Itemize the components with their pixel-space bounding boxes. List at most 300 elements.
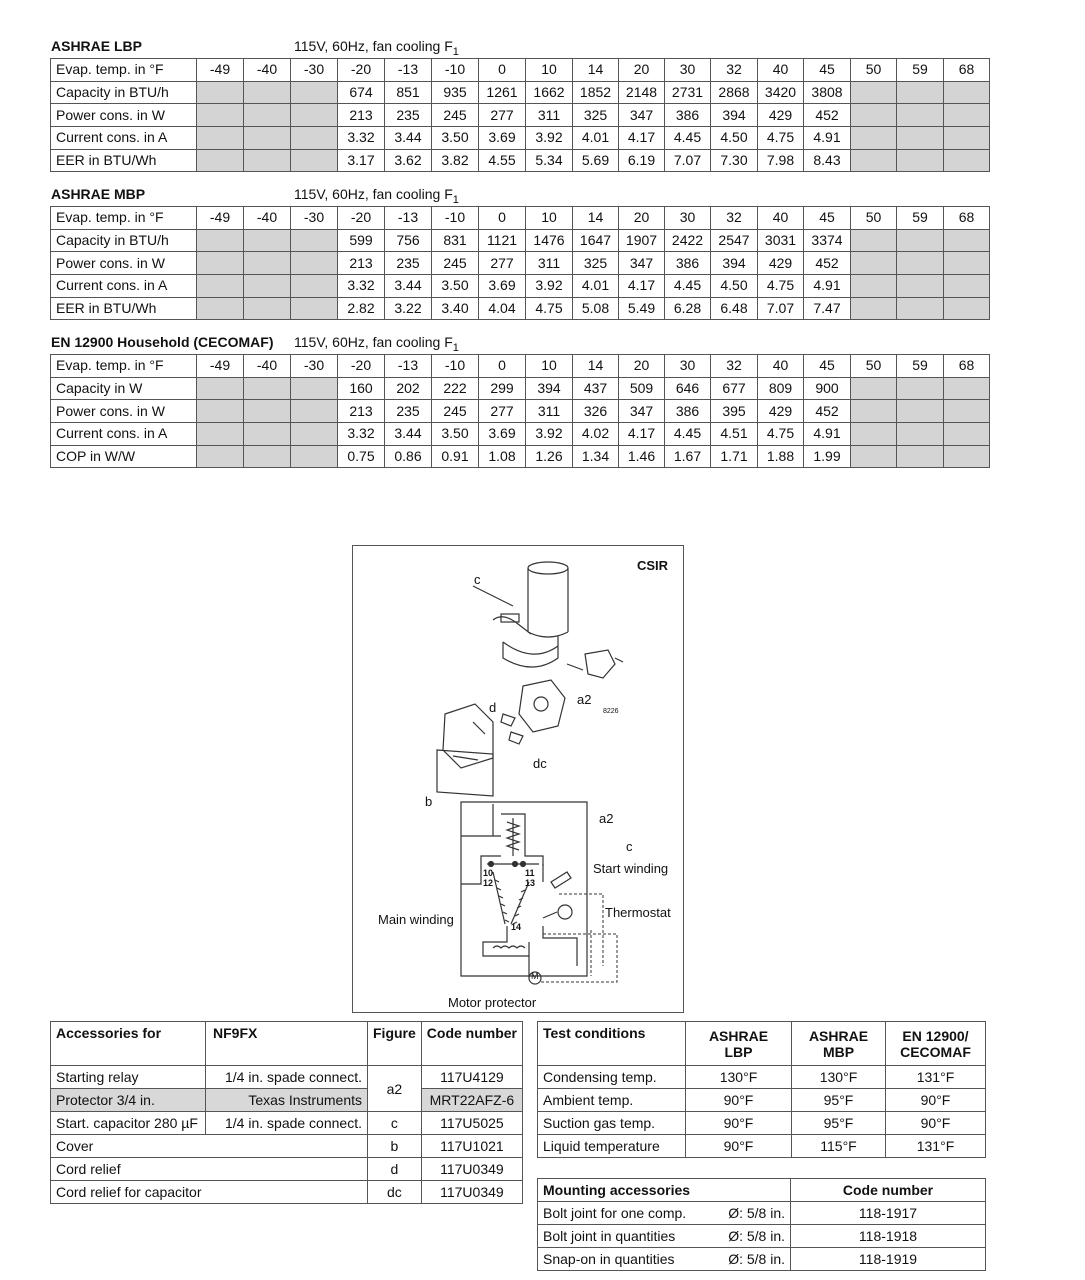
temp-header-cell: 0	[479, 59, 526, 82]
temp-header-cell: -20	[338, 59, 385, 82]
value-cell: 4.45	[665, 127, 711, 150]
empty-cell	[244, 400, 291, 423]
empty-cell	[944, 81, 990, 104]
row-label: Power cons. in W	[51, 104, 197, 127]
empty-cell	[851, 127, 897, 150]
value-cell: 277	[479, 104, 526, 127]
row-label: COP in W/W	[51, 445, 197, 468]
value-cell: 386	[665, 104, 711, 127]
value-cell: 4.17	[619, 275, 665, 298]
value-cell: 245	[432, 252, 479, 275]
value-cell: 277	[479, 252, 526, 275]
empty-cell	[897, 149, 944, 172]
value-cell: 4.91	[804, 127, 851, 150]
temp-header-cell: -13	[385, 355, 432, 378]
temp-header-cell: 0	[479, 207, 526, 230]
empty-cell	[291, 297, 338, 320]
value-cell: 4.55	[479, 149, 526, 172]
temp-header-cell: 45	[804, 59, 851, 82]
value-cell: 7.98	[758, 149, 804, 172]
test-row-0-lbp: 130°F	[686, 1066, 792, 1089]
value-cell: 5.69	[573, 149, 619, 172]
value-cell: 4.50	[711, 127, 758, 150]
acc-row-2-name: Start. capacitor 280 µF	[51, 1112, 206, 1135]
row-label: Current cons. in A	[51, 127, 197, 150]
value-cell: 1.99	[804, 445, 851, 468]
temp-header-cell: 14	[573, 59, 619, 82]
value-cell: 347	[619, 252, 665, 275]
empty-cell	[291, 127, 338, 150]
value-cell: 5.49	[619, 297, 665, 320]
temp-header-cell: 20	[619, 355, 665, 378]
value-cell: 809	[758, 377, 804, 400]
empty-cell	[244, 275, 291, 298]
test-row-0-label: Condensing temp.	[538, 1066, 686, 1089]
empty-cell	[851, 252, 897, 275]
temp-header-cell: 45	[804, 207, 851, 230]
section-title: EN 12900 Household (CECOMAF)	[51, 334, 274, 350]
value-cell: 3.92	[526, 275, 573, 298]
performance-table	[50, 206, 990, 320]
value-cell: 1.88	[758, 445, 804, 468]
acc-row-1-name: Protector 3/4 in.	[51, 1089, 206, 1112]
value-cell: 3.44	[385, 423, 432, 446]
terminal-14: 14	[511, 922, 522, 932]
value-cell: 3808	[804, 81, 851, 104]
value-cell: 0.86	[385, 445, 432, 468]
acc-row-5-code: 117U0349	[421, 1181, 522, 1204]
row-label: Current cons. in A	[51, 275, 197, 298]
mount-header-label: Mounting accessories	[538, 1179, 791, 1202]
motor-protector-label: Motor protector	[448, 995, 537, 1010]
value-cell: 4.91	[804, 423, 851, 446]
empty-cell	[851, 275, 897, 298]
main-winding-label: Main winding	[378, 912, 454, 927]
empty-cell	[244, 297, 291, 320]
temp-header-cell: -10	[432, 59, 479, 82]
empty-cell	[244, 104, 291, 127]
test-row-3-en: 131°F	[886, 1135, 986, 1158]
empty-cell	[944, 229, 990, 252]
value-cell: 3420	[758, 81, 804, 104]
empty-cell	[897, 275, 944, 298]
acc-row-1-code: MRT22AFZ-6	[421, 1089, 522, 1112]
value-cell: 213	[338, 400, 385, 423]
csir-label: CSIR	[637, 558, 669, 573]
wiring-diagram	[352, 545, 684, 1013]
empty-cell	[197, 275, 244, 298]
value-cell: 3.32	[338, 127, 385, 150]
acc-row-2-code: 117U5025	[421, 1112, 522, 1135]
test-row-0-mbp: 130°F	[792, 1066, 886, 1089]
empty-cell	[291, 252, 338, 275]
value-cell: 235	[385, 252, 432, 275]
empty-cell	[897, 377, 944, 400]
value-cell: 326	[573, 400, 619, 423]
empty-cell	[897, 81, 944, 104]
empty-cell	[897, 423, 944, 446]
value-cell: 4.17	[619, 127, 665, 150]
test-header-mbp: ASHRAE MBP	[792, 1022, 886, 1066]
value-cell: 325	[573, 104, 619, 127]
value-cell: 3.22	[385, 297, 432, 320]
value-cell: 3.50	[432, 423, 479, 446]
test-row-3-label: Liquid temperature	[538, 1135, 686, 1158]
value-cell: 3.32	[338, 275, 385, 298]
performance-table	[50, 58, 990, 172]
section-conditions: 115V, 60Hz, fan cooling $F_1$	[294, 38, 459, 58]
thermostat-label: Thermostat	[605, 905, 671, 920]
empty-cell	[944, 377, 990, 400]
empty-cell	[197, 377, 244, 400]
terminal-13: 13	[525, 878, 536, 888]
value-cell: 245	[432, 104, 479, 127]
value-cell: 429	[758, 104, 804, 127]
value-cell: 3.82	[432, 149, 479, 172]
value-cell: 3.92	[526, 423, 573, 446]
evap-temp-label: Evap. temp. in °F	[51, 59, 197, 82]
ref-number: 8226	[603, 708, 619, 715]
value-cell: 8.43	[804, 149, 851, 172]
empty-cell	[197, 149, 244, 172]
value-cell: 3.40	[432, 297, 479, 320]
value-cell: 0.75	[338, 445, 385, 468]
value-cell: 677	[711, 377, 758, 400]
value-cell: 756	[385, 229, 432, 252]
empty-cell	[897, 229, 944, 252]
row-label: Capacity in BTU/h	[51, 81, 197, 104]
temp-header-cell: 0	[479, 355, 526, 378]
empty-cell	[851, 81, 897, 104]
value-cell: 2731	[665, 81, 711, 104]
empty-cell	[244, 423, 291, 446]
start-winding-label: Start winding	[593, 861, 669, 876]
empty-cell	[244, 81, 291, 104]
empty-cell	[851, 229, 897, 252]
value-cell: 1476	[526, 229, 573, 252]
value-cell: 4.51	[711, 423, 758, 446]
acc-row-0-fig: a2	[368, 1066, 422, 1112]
value-cell: 6.28	[665, 297, 711, 320]
value-cell: 0.91	[432, 445, 479, 468]
value-cell: 4.02	[573, 423, 619, 446]
value-cell: 5.34	[526, 149, 573, 172]
value-cell: 1662	[526, 81, 573, 104]
mount-row-2-size: Ø: 5/8 in.	[715, 1248, 791, 1271]
value-cell: 3.69	[479, 127, 526, 150]
acc-header-for: Accessories for	[51, 1022, 206, 1066]
value-cell: 935	[432, 81, 479, 104]
temp-header-cell: 32	[711, 207, 758, 230]
test-row-3-mbp: 115°F	[792, 1135, 886, 1158]
empty-cell	[244, 252, 291, 275]
acc-row-4-fig: d	[368, 1158, 422, 1181]
temp-header-cell: -20	[338, 207, 385, 230]
empty-cell	[897, 252, 944, 275]
value-cell: 7.47	[804, 297, 851, 320]
value-cell: 394	[526, 377, 573, 400]
temp-header-cell: 68	[944, 59, 990, 82]
motor-m-label: M	[531, 971, 539, 981]
empty-cell	[851, 104, 897, 127]
empty-cell	[197, 297, 244, 320]
value-cell: 3.62	[385, 149, 432, 172]
test-header-label: Test conditions	[538, 1022, 686, 1066]
empty-cell	[291, 104, 338, 127]
empty-cell	[197, 423, 244, 446]
temp-header-cell: -49	[197, 355, 244, 378]
value-cell: 3.92	[526, 127, 573, 150]
value-cell: 7.07	[665, 149, 711, 172]
value-cell: 437	[573, 377, 619, 400]
empty-cell	[944, 127, 990, 150]
value-cell: 1852	[573, 81, 619, 104]
row-label: Capacity in W	[51, 377, 197, 400]
value-cell: 245	[432, 400, 479, 423]
temp-header-cell: -49	[197, 59, 244, 82]
temp-header-cell: -30	[291, 355, 338, 378]
value-cell: 851	[385, 81, 432, 104]
value-cell: 235	[385, 400, 432, 423]
test-row-0-en: 131°F	[886, 1066, 986, 1089]
value-cell: 3.69	[479, 423, 526, 446]
mount-row-0-label: Bolt joint for one comp.	[538, 1202, 715, 1225]
row-label: Capacity in BTU/h	[51, 229, 197, 252]
temp-header-cell: 59	[897, 355, 944, 378]
test-row-1-lbp: 90°F	[686, 1089, 792, 1112]
value-cell: 452	[804, 104, 851, 127]
value-cell: 4.75	[758, 127, 804, 150]
value-cell: 7.30	[711, 149, 758, 172]
value-cell: 347	[619, 400, 665, 423]
mount-row-0-size: Ø: 5/8 in.	[715, 1202, 791, 1225]
diagram-drawing	[353, 546, 685, 1014]
value-cell: 6.48	[711, 297, 758, 320]
mount-row-1-size: Ø: 5/8 in.	[715, 1225, 791, 1248]
empty-cell	[197, 400, 244, 423]
value-cell: 4.45	[665, 275, 711, 298]
value-cell: 4.01	[573, 127, 619, 150]
temp-header-cell: 40	[758, 207, 804, 230]
test-header-lbp: ASHRAE LBP	[686, 1022, 792, 1066]
section-conditions: 115V, 60Hz, fan cooling $F_1$	[294, 334, 459, 354]
value-cell: 2868	[711, 81, 758, 104]
acc-row-1-spec: Texas Instruments	[206, 1089, 368, 1112]
empty-cell	[944, 297, 990, 320]
test-row-1-mbp: 95°F	[792, 1089, 886, 1112]
value-cell: 394	[711, 252, 758, 275]
empty-cell	[897, 104, 944, 127]
temp-header-cell: 10	[526, 355, 573, 378]
c-label: c	[626, 839, 633, 854]
empty-cell	[944, 149, 990, 172]
empty-cell	[944, 400, 990, 423]
value-cell: 1121	[479, 229, 526, 252]
empty-cell	[244, 445, 291, 468]
acc-header-model: NF9FX	[206, 1022, 368, 1066]
empty-cell	[291, 445, 338, 468]
acc-row-0-name: Starting relay	[51, 1066, 206, 1089]
mount-row-2-label: Snap-on in quantities	[538, 1248, 715, 1271]
mount-header-code: Code number	[791, 1179, 986, 1202]
acc-row-3-code: 117U1021	[421, 1135, 522, 1158]
value-cell: 1647	[573, 229, 619, 252]
mount-row-1-label: Bolt joint in quantities	[538, 1225, 715, 1248]
empty-cell	[944, 275, 990, 298]
value-cell: 900	[804, 377, 851, 400]
temp-header-cell: 40	[758, 59, 804, 82]
dc-label: dc	[533, 756, 547, 771]
test-header-en: EN 12900/ CECOMAF	[886, 1022, 986, 1066]
empty-cell	[291, 81, 338, 104]
b-label: b	[425, 794, 433, 809]
value-cell: 1.08	[479, 445, 526, 468]
a2-top-label: a2	[577, 692, 592, 707]
value-cell: 235	[385, 104, 432, 127]
value-cell: 213	[338, 104, 385, 127]
section-title: ASHRAE LBP	[51, 38, 143, 54]
temp-header-cell: -30	[291, 207, 338, 230]
value-cell: 6.19	[619, 149, 665, 172]
empty-cell	[897, 297, 944, 320]
temp-header-cell: -10	[432, 355, 479, 378]
temp-header-cell: 59	[897, 59, 944, 82]
empty-cell	[944, 445, 990, 468]
empty-cell	[291, 400, 338, 423]
temp-header-cell: -40	[244, 59, 291, 82]
value-cell: 4.75	[758, 423, 804, 446]
value-cell: 222	[432, 377, 479, 400]
temp-header-cell: 32	[711, 355, 758, 378]
value-cell: 213	[338, 252, 385, 275]
value-cell: 509	[619, 377, 665, 400]
empty-cell	[851, 445, 897, 468]
acc-row-0-spec: 1/4 in. spade connect.	[206, 1066, 368, 1089]
acc-header-code: Code number	[421, 1022, 522, 1066]
value-cell: 299	[479, 377, 526, 400]
acc-header-figure: Figure	[368, 1022, 422, 1066]
value-cell: 3.32	[338, 423, 385, 446]
value-cell: 311	[526, 400, 573, 423]
value-cell: 7.07	[758, 297, 804, 320]
value-cell: 646	[665, 377, 711, 400]
value-cell: 386	[665, 400, 711, 423]
row-label: Power cons. in W	[51, 252, 197, 275]
accessories-table	[50, 1021, 523, 1204]
empty-cell	[291, 149, 338, 172]
value-cell: 599	[338, 229, 385, 252]
temp-header-cell: 50	[851, 355, 897, 378]
empty-cell	[851, 149, 897, 172]
terminal-12: 12	[483, 878, 494, 888]
value-cell: 1261	[479, 81, 526, 104]
value-cell: 311	[526, 104, 573, 127]
empty-cell	[197, 229, 244, 252]
empty-cell	[851, 377, 897, 400]
value-cell: 325	[573, 252, 619, 275]
section-conditions: 115V, 60Hz, fan cooling $F_1$	[294, 186, 459, 206]
value-cell: 3031	[758, 229, 804, 252]
empty-cell	[851, 423, 897, 446]
value-cell: 4.50	[711, 275, 758, 298]
temp-header-cell: -49	[197, 207, 244, 230]
acc-row-5-name: Cord relief for capacitor	[51, 1181, 368, 1204]
acc-row-3-name: Cover	[51, 1135, 368, 1158]
empty-cell	[197, 104, 244, 127]
value-cell: 3374	[804, 229, 851, 252]
empty-cell	[851, 400, 897, 423]
empty-cell	[291, 229, 338, 252]
test-row-2-mbp: 95°F	[792, 1112, 886, 1135]
temp-header-cell: -20	[338, 355, 385, 378]
empty-cell	[944, 104, 990, 127]
temp-header-cell: 10	[526, 59, 573, 82]
acc-row-4-name: Cord relief	[51, 1158, 368, 1181]
acc-row-5-fig: dc	[368, 1181, 422, 1204]
temp-header-cell: 30	[665, 59, 711, 82]
value-cell: 1.26	[526, 445, 573, 468]
value-cell: 1.46	[619, 445, 665, 468]
value-cell: 394	[711, 104, 758, 127]
temp-header-cell: -40	[244, 207, 291, 230]
value-cell: 2.82	[338, 297, 385, 320]
value-cell: 395	[711, 400, 758, 423]
value-cell: 1907	[619, 229, 665, 252]
value-cell: 831	[432, 229, 479, 252]
empty-cell	[897, 445, 944, 468]
value-cell: 3.50	[432, 275, 479, 298]
performance-table	[50, 354, 990, 468]
value-cell: 2148	[619, 81, 665, 104]
value-cell: 3.50	[432, 127, 479, 150]
value-cell: 311	[526, 252, 573, 275]
value-cell: 452	[804, 252, 851, 275]
value-cell: 347	[619, 104, 665, 127]
empty-cell	[897, 400, 944, 423]
temp-header-cell: 30	[665, 207, 711, 230]
temp-header-cell: 50	[851, 59, 897, 82]
empty-cell	[851, 297, 897, 320]
temp-header-cell: 20	[619, 59, 665, 82]
acc-row-2-fig: c	[368, 1112, 422, 1135]
value-cell: 4.75	[526, 297, 573, 320]
c-top-label: c	[474, 572, 481, 587]
evap-temp-label: Evap. temp. in °F	[51, 355, 197, 378]
temp-header-cell: 50	[851, 207, 897, 230]
empty-cell	[197, 445, 244, 468]
empty-cell	[944, 252, 990, 275]
value-cell: 4.91	[804, 275, 851, 298]
empty-cell	[197, 127, 244, 150]
value-cell: 202	[385, 377, 432, 400]
row-label: EER in BTU/Wh	[51, 149, 197, 172]
acc-row-4-code: 117U0349	[421, 1158, 522, 1181]
value-cell: 4.17	[619, 423, 665, 446]
temp-header-cell: -13	[385, 59, 432, 82]
temp-header-cell: -30	[291, 59, 338, 82]
value-cell: 386	[665, 252, 711, 275]
temp-header-cell: -13	[385, 207, 432, 230]
temp-header-cell: 40	[758, 355, 804, 378]
value-cell: 4.01	[573, 275, 619, 298]
terminal-10: 10	[483, 868, 494, 878]
test-row-3-lbp: 90°F	[686, 1135, 792, 1158]
row-label: Power cons. in W	[51, 400, 197, 423]
mounting-table	[537, 1178, 986, 1271]
empty-cell	[944, 423, 990, 446]
empty-cell	[244, 377, 291, 400]
temp-header-cell: 32	[711, 59, 758, 82]
